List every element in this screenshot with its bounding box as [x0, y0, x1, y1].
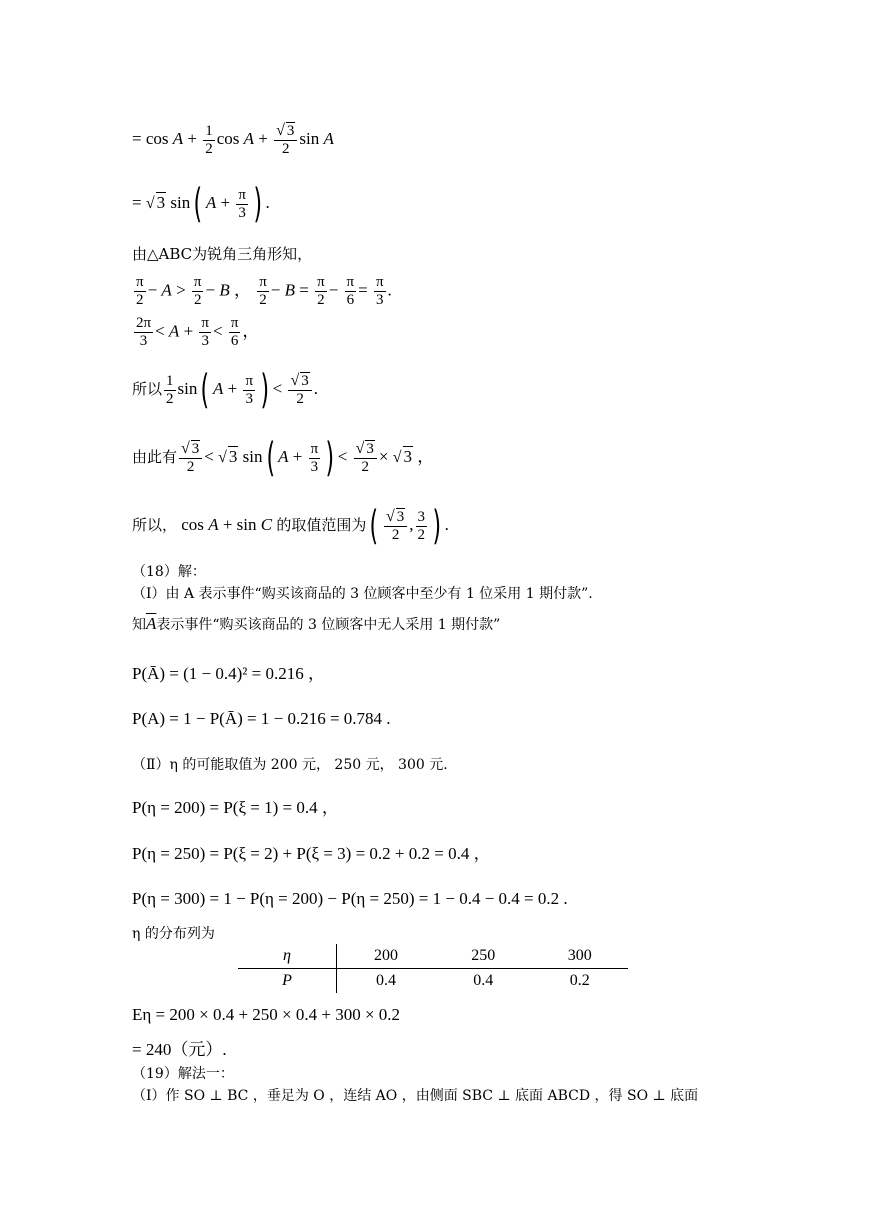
table-cell: 200	[337, 944, 436, 969]
equation-line-7: 由此有 $\frac{√ 3}{2}$ < √ 3 sin( A + $\frac{\pi}{3}$ ) < $\frac{√ 3}{2}$ × √ 3 ，	[132, 435, 435, 481]
table-cell: 250	[435, 944, 531, 969]
text-acute-triangle: 由△ABC为锐角三角形知，	[132, 245, 313, 263]
table-cell: P	[238, 969, 337, 994]
section-18-part-i: （Ⅰ）由 A 表示事件“购买该商品的 3 位顾客中至少有 1 位采用 1 期付款”.	[132, 586, 593, 602]
expectation-line-2: = 240（元）.	[132, 1040, 227, 1059]
distribution-table	[238, 944, 628, 993]
equation-line-2: = √ 3 sin( A + $\frac{\pi}{3}$ ) .	[132, 181, 270, 227]
table-cell: 0.2	[569, 972, 590, 989]
section-19-heading: （19）解法一：	[132, 1066, 234, 1082]
equation-p-200: P(η = 200) = P(ξ = 1) = 0.4 ，	[132, 798, 339, 817]
section-18-heading: （18）解：	[132, 564, 206, 580]
equation-line-1: = cos A + $\frac{1}{2}$ cos A + $\frac{√ 3}{2}$ sin A	[132, 122, 334, 157]
section-18-abar-line: 知$\overline{A}$表示事件“购买该商品的 3 位顾客中无人采用 1 期付款”	[132, 614, 501, 633]
table-cell: 0.4	[376, 972, 396, 989]
equation-p-250: P(η = 250) = P(ξ = 2) + P(ξ = 3) = 0.2 + 0.2 = 0.4 ，	[132, 844, 491, 863]
table-cell: 0.4	[473, 972, 494, 989]
sin-label: sin	[299, 128, 320, 148]
distribution-caption: η 的分布列为	[132, 926, 215, 942]
fraction: $\frac{√ 3}{2}$	[274, 122, 297, 158]
table-row	[238, 969, 628, 994]
table-header-row	[238, 944, 628, 969]
equation-p-abar: P(Ā) = (1 − 0.4)² = 0.216 ，	[132, 664, 325, 683]
equation-p-a: P(A) = 1 − P(Ā) = 1 − 0.216 = 0.784 .	[132, 709, 391, 728]
fraction: $\frac{1}{2}$	[205, 122, 213, 157]
section-18-part-ii: （Ⅱ）η 的可能取值为 200 元， 250 元， 300 元.	[132, 757, 448, 773]
equation-line-4: $\frac{\pi}{2}$ − A > $\frac{\pi}{2}$ − B ， $\frac{\pi}{2}$ − B = $\frac{\pi}{2}$ − $\frac{\pi}{6}$ = $\frac{\pi}{3}$ .	[136, 274, 392, 308]
equation-line-8: 所以， cos A + sin C 的取值范围为( $\frac{√ 3}{2}$ , $\frac{3}{2}$ ) .	[132, 503, 449, 549]
expectation-line-1: Eη = 200 × 0.4 + 250 × 0.4 + 300 × 0.2	[132, 1005, 401, 1024]
equation-line-6: 所以 $\frac{1}{2}$ sin( A + $\frac{\pi}{3}$ ) < $\frac{√ 3}{2}$ .	[132, 367, 319, 413]
table-cell: η	[238, 944, 337, 969]
table-cell: 300	[531, 944, 628, 969]
equation-p-300: P(η = 300) = 1 − P(η = 200) − P(η = 250) = 1 − 0.4 − 0.4 = 0.2 .	[132, 889, 568, 908]
equation-line-5: $\frac{2\pi}{3}$ < A + $\frac{\pi}{3}$ < $\frac{\pi}{6}$ ，	[136, 315, 260, 349]
section-19-part-i: （Ⅰ）作 SO ⊥ BC ，垂足为 O ，连结 AO ，由侧面 SBC ⊥ 底面 ABCD ，得 SO ⊥ 底面	[132, 1088, 699, 1104]
